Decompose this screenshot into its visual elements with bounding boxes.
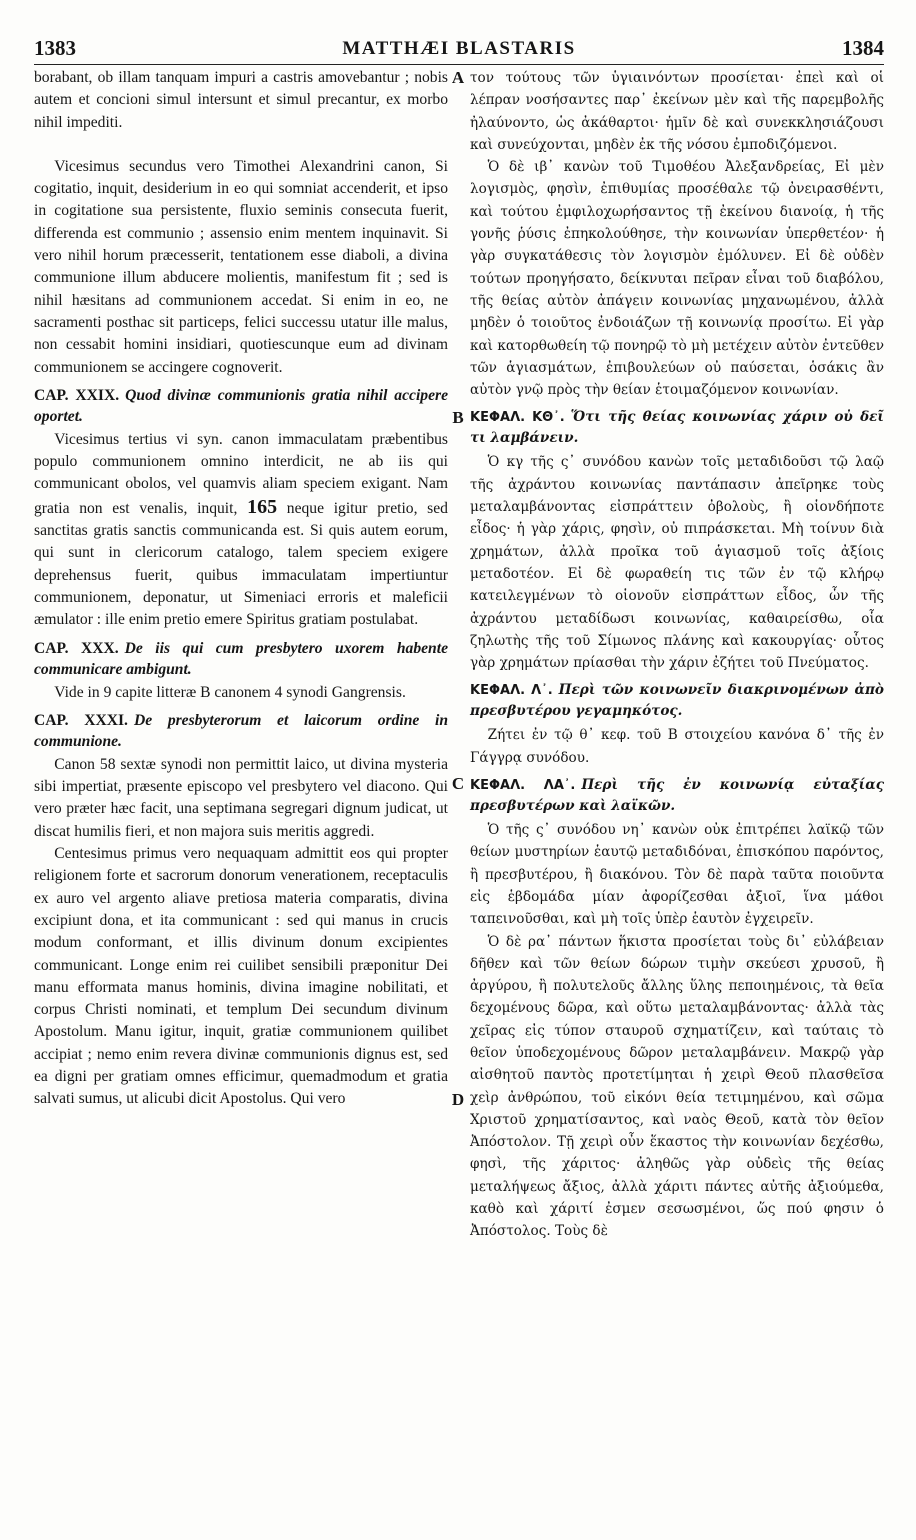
two-column-body (34, 67, 884, 1243)
latin-paragraph-continued: borabant, ob illam tanquam impuri a castris amovebantur ; nobis autem et concioni simul intersunt et simul precantur, ex morbo nihil impediti. (34, 69, 448, 131)
margin-marker-b: B (452, 408, 464, 427)
running-head (34, 36, 884, 65)
running-title: MATTHÆI BLASTARIS (342, 38, 576, 59)
chapter-title: Περὶ τῆς ἐν κοινωνίᾳ εὐταξίας πρεσβυτέρων καὶ λαϊκῶν. (470, 777, 884, 815)
greek-paragraph-canon-23: Ὁ κγ τῆς ς᾽ συνόδου κανὼν τοῖς μεταδιδοῦσι τῷ λαῷ τῆς ἀχράντου κοινωνίας παντάπασιν ἀπεῖρηκε τοὺς μεταλαμβάνοντας εἰσπράττειν ὀβολοὺς, ἢ οἱονδήποτε εἶδος· ἡ γὰρ χάρις, φησὶν, οὐ πιπράσκεται. Μὴ τοίνυν διὰ χρημάτων, ἀλλὰ προῖκα τοῦ ἁγιασμοῦ τοῖς ἀξίοις μεταδοτέον. Εἰ δὲ φωραθείη τις τῶν ἐν τῷ κλήρῳ κατειλεγμένων τὸ οἱονοῦν εἰσπράττων εἶδος, ὧν τῆς ἀχράντου μεταδίδωσι κοινωνίας, καθαιρείσθω, οἷα ζηλωτὴς τῆς τοῦ Σίμωνος πλάνης καὶ κακουργίας· οὗτος γὰρ χρημάτων πρίασθαι τὴν χάριν ἐζήτει τοῦ Πνεύματος. (470, 454, 884, 672)
page-number-left: 1383 (34, 36, 76, 60)
greek-paragraph-timothy-canon: Ὁ δὲ ιβ᾽ κανὼν τοῦ Τιμοθέου Ἀλεξανδρείας, Εἰ μὲν λογισμὸς, φησὶν, ἐπιθυμίας προσέθαλε τῷ ὀνειρασθέντι, καὶ τούτου ἐμφιλοχωρήσαντος τῇ ἐκείνου διανοίᾳ, ἡ τῆς γονῆς ῥύσις ἐπηκολούθησε, τὴν κοινωνίαν ὑπερθετέον· ἡ γὰρ συγκατάθεσις τὸν λογισμὸν ἐμόλυνεν. Εἰ δὲ οὐδὲν τούτων προηγήσατο, δείκνυται πεῖραν εἶναι τοῦ διαβόλου, τῆς θείας αὐτὸν ἀπάγειν κοινωνίας μηχανωμένου, ἀλλὰ μηδὲν ὁ τοιοῦτος ἐνδοιάζων τῇ κοινωνίᾳ προσίτω. Εἰ γὰρ καὶ κατορθωθείη τῷ πονηρῷ τὸ μὴ μετέχειν αὐτὸν ἐντεῦθεν τῶν ἁγιασμάτων, ἐπιβουλεύων οὐ παύσεται, ὁσάκις ἂν αὐτὸν γνῷ πρὸς τὴν θείαν ἑτοιμαζόμενον κοινωνίαν. (470, 159, 884, 399)
chapter-number: CAP. XXXI. (34, 711, 128, 729)
chapter-title: Περὶ τῶν κοινωνεῖν διακρινομένων ἀπὸ πρεσβυτέρου γεγαμηκότος. (470, 682, 884, 720)
greek-paragraph-canon-101: Ὁ δὲ ρα᾽ πάντων ἥκιστα προσίεται τοὺς δι᾽ εὐλάβειαν δῆθεν καὶ τῶν θείων δώρων τιμὴν σκεύεσι χρυσοῦ, ἢ ἀργύρου, ἢ πολυτελοῦς ἄλλης ὕλης πεποιημένοις, τὰ θεῖα δεχομένους δῶρα, καὶ οὕτω μεταλαμβάνοντας· ἀλλὰ τὰς χεῖρας εἰς τύπον σταυροῦ σχηματίζειν, καὶ ταύταις τὸ θεῖον ὑποδεχομένους δῶρον μεταλαμβάνειν. Μακρῷ γὰρ αἰσθητοῦ παντὸς προτετίμηται ἡ χειρὶ Θεοῦ πλασθεῖσα χεὶρ ἀνθρώπου, τοῦ εἰκόνι θεία τετιμημένου, καὶ σῶμα Χριστοῦ χρηματίσαντος, καὶ ναὸς Θεοῦ, κατὰ τὸν θεῖον Ἀπόστολον. Τῇ χειρὶ οὖν ἕκαστος τὴν κοινωνίαν δεχέσθω, φησὶ, τῆς χάριτος· ἀληθῶς γὰρ οὐδεὶς τῆς θείας μεταλήψεως ἄξιος, ἀλλὰ χάριτι πάντες αὐτῆς ἀξιούμεθα, καθὸ καὶ χάριτί ἐσμεν σεσωσμένοι, ὥς πού φησιν ὁ Ἀπόστολος. Τοὺς δὲ (470, 933, 884, 1240)
latin-paragraph-canon-58: Canon 58 sextæ synodi non permittit laico, ut divina mysteria sibi impertiat, præsente episcopo vel presbytero vel diacono. Qui vero præter hæc facit, una septimana segregari dignum judicat, ut discat humilis fieri, et non majora suis meritis aggredi. (34, 755, 448, 840)
latin-paragraph-cross-reference: Vide in 9 capite litteræ B canonem 4 synodi Gangrensis. (54, 683, 406, 701)
chapter-number: ΚΕΦΑΛ. ΚΘ᾽. (470, 410, 565, 426)
latin-paragraph-canon-101: Centesimus primus vero nequaquam admittit eos qui propter religionem forte et sacrorum donorum venerationem, receptaculis ex auro vel argento aliave pretiosa materia comparatis, divina excipiunt dona, et ita communicant : sed qui manus in crucis modum conformant, et illis divinum donum excipientes communicant. Longe enim rei cuilibet sensibili præponitur Dei manu efformata manus hominis, divina imagine nobilitati, et corpus Christi nominati, et templum Dei secundum divinum Apostolum. Manu igitur, inquit, gratiæ communionem quilibet accipiat ; nemo enim revera divinæ communionis dignus est, sed ea digni per gratiam omnes efficimur, quemadmodum et gratia salvati sumus, ut alicubi dicit Apostolus. Qui vero (34, 845, 448, 1108)
latin-chapter-heading-29 (34, 385, 448, 427)
greek-chapter-heading-30 (470, 680, 884, 722)
latin-chapter-heading-30 (34, 638, 448, 680)
latin-chapter-heading-31 (34, 710, 448, 752)
chapter-number: CAP. XXX. (34, 639, 119, 657)
greek-chapter-heading-31 (470, 775, 884, 817)
chapter-title: Ὅτι τῆς θείας κοινωνίας χάριν οὐ δεῖ τι λαμβάνειν. (470, 409, 885, 447)
page-number-right: 1384 (842, 36, 884, 60)
latin-column (34, 67, 448, 1243)
margin-marker-d: D (451, 1090, 465, 1109)
paragraph-text: Vicesimus tertius vi syn. canon immaculatam præbentibus populo communionem omnino interdicit, ne ab iis qui communicant obolos, vel quamvis aliam speciem exigant. Nam gratia non est venalis, inquit, (34, 430, 448, 517)
latin-paragraph-canon-23 (34, 429, 448, 632)
chapter-title: De iis qui cum presbytero uxorem habente communicare ambigunt. (34, 639, 448, 678)
greek-paragraph-canon-58: Ὁ τῆς ς᾽ συνόδου νη᾽ κανὼν οὐκ ἐπιτρέπει λαϊκῷ τῶν θείων μυστηρίων ἑαυτῷ μεταδιδόναι, ἐπισκόπου παρόντος, ἢ πρεσβυτέρου, ἢ διακόνου. Τὸν δὲ παρὰ ταῦτα ποιοῦντα εἰς ἑβδομάδα μίαν ἀφορίζεσθαι ἀξιοῖ, ἵνα μάθοι ταπεινοῦσθαι, καὶ μὴ τοῖς ὑπὲρ ἑαυτὸν ἐγχειρεῖν. (470, 822, 884, 928)
chapter-number: ΚΕΦΑΛ. Λ᾽. (470, 683, 553, 699)
margin-marker-a: A (451, 68, 465, 87)
chapter-number: CAP. XXIX. (34, 386, 120, 404)
paragraph-text: neque igitur pretio, sed sanctitas gratis sanctis communicanda est. Si quis autem eorum, qui sunt in clericorum catalogo, talem speciem exigere deprehensus fuerit, quibus immaculatam impertiuntur communionem, deponatur, ut Simeniaci erroris et maleficii æmulator : ille enim pretio emere Spiritus gratiam postulabat. (34, 499, 448, 629)
greek-column (470, 67, 884, 1243)
marginal-page-number: 165 (247, 495, 278, 518)
chapter-title: Quod divinæ communionis gratia nihil accipere oportet. (34, 386, 448, 425)
chapter-number: ΚΕΦΑΛ. ΛΑ᾽. (470, 778, 576, 794)
chapter-title: De presbyterorum et laicorum ordine in communione. (34, 711, 448, 750)
margin-marker-c: C (451, 774, 465, 793)
greek-paragraph-continued: τον τούτους τῶν ὑγιαινόντων προσίεται· ἐπεὶ καὶ οἱ λέπραν νοσήσαντες παρ᾽ ἐκείνων μὲν καὶ τῆς παρεμβολῆς ἠλαύνοντο, ὡς ἀκάθαρτοι· ἡμῖν δὲ καὶ συνεκκλησιάζουσι καὶ συνεύχονται, μηδὲν ἐκ τῆς νόσου ἐμποδιζόμενοι. (470, 70, 884, 153)
greek-chapter-heading-29 (470, 407, 884, 449)
latin-paragraph-timothy-canon: Vicesimus secundus vero Timothei Alexandrini canon, Si cogitatio, inquit, desiderium in eo qui somniat accenderit, et ipso in cogitatione sua persistente, fluxio seminis consecuta fuerit, differenda est communio ; assensio enim mentem inquinavit. Si vero nihil horum præcesserit, tentationem esse diaboli, a divina communione illum abducere molientis, manifestum fit ; sed is nihil hæsitans ad communionem accedat. Si enim in eo, ne sacramenti posthac sit particeps, felici successu utatur ille malus, non cessabit homini insidiari, quotiescunque eum ad divinam communionem se accingere cognoverit. (34, 157, 448, 376)
greek-paragraph-cross-reference: Ζήτει ἐν τῷ θ᾽ κεφ. τοῦ Β στοιχείου κανόνα δ᾽ τῆς ἐν Γάγγρᾳ συνόδου. (470, 727, 884, 766)
